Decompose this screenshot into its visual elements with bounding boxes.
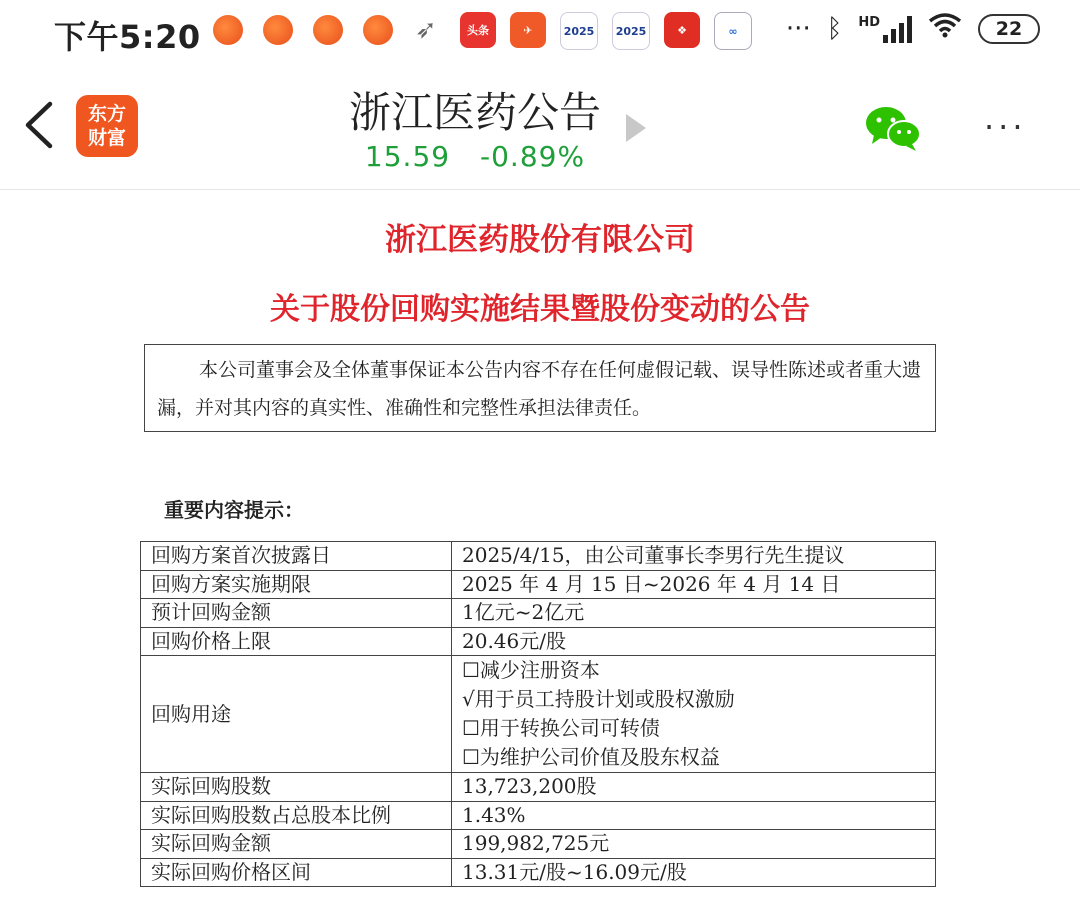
buyback-purpose-options — [452, 656, 936, 773]
bluetooth-icon: ᛒ — [826, 13, 843, 44]
ring-icon: ∞ — [714, 12, 752, 50]
chevron-left-icon — [22, 100, 56, 150]
weibo-icon — [260, 12, 296, 48]
system-status — [786, 12, 1040, 45]
page-title: 浙江医药公告 — [348, 88, 601, 137]
table-row — [141, 830, 936, 859]
wifi-icon — [928, 12, 962, 45]
highlight-heading: 重要内容提示： — [164, 498, 304, 522]
row-value: 1亿元~2亿元 — [452, 599, 936, 628]
pinduoduo-icon: ❖ — [664, 12, 700, 48]
weibo-icon — [360, 12, 396, 48]
table-row — [141, 599, 936, 628]
row-key: 预计回购金额 — [141, 599, 452, 628]
app-header — [0, 62, 1080, 190]
buyback-summary-table — [140, 541, 936, 887]
row-key: 实际回购价格区间 — [141, 858, 452, 887]
row-key: 回购方案首次披露日 — [141, 542, 452, 571]
row-key: 回购方案实施期限 — [141, 570, 452, 599]
row-key: 实际回购股数 — [141, 773, 452, 802]
purpose-option: √用于员工持股计划或股权激励 — [462, 687, 735, 711]
battery-level: 22 — [995, 17, 1023, 40]
expo-2025-icon: 2025 — [560, 12, 598, 50]
row-key: 回购价格上限 — [141, 627, 452, 656]
weibo-icon — [310, 12, 346, 48]
cell-signal-icon — [858, 15, 912, 43]
purpose-option: ☐用于转换公司可转债 — [462, 716, 660, 740]
row-value: 199,982,725元 — [452, 830, 936, 859]
row-value: 13.31元/股~16.09元/股 — [452, 858, 936, 887]
battery-icon — [978, 14, 1040, 44]
company-name: 浙江医药股份有限公司 — [385, 222, 695, 258]
table-row — [141, 858, 936, 887]
play-arrow-icon[interactable] — [626, 114, 646, 142]
notification-icons — [210, 12, 766, 50]
table-row — [141, 627, 936, 656]
row-key: 实际回购股数占总股本比例 — [141, 801, 452, 830]
eastmoney-logo: 东方 财富 — [76, 95, 138, 157]
expo-2025-icon: 2025 — [612, 12, 650, 50]
stock-price: 15.59 — [364, 140, 451, 173]
table-row — [141, 542, 936, 571]
paper-plane-icon: ✈ — [510, 12, 546, 48]
table-row — [141, 773, 936, 802]
purpose-option: ☐减少注册资本 — [462, 658, 600, 682]
purpose-option: ☐为维护公司价值及股东权益 — [462, 745, 720, 769]
table-row — [141, 801, 936, 830]
row-value: 2025 年 4 月 15 日~2026 年 4 月 14 日 — [452, 570, 936, 599]
stock-quote — [300, 140, 650, 173]
network-type-label: HD — [858, 14, 880, 30]
row-value: 1.43% — [452, 801, 936, 830]
more-notifications-icon: ··· — [785, 13, 811, 44]
row-value: 2025/4/15，由公司董事长李男行先生提议 — [452, 542, 936, 571]
board-disclaimer: 本公司董事会及全体董事保证本公告内容不存在任何虚假记载、误导性陈述或者重大遗漏，并对其内容的真实性、准确性和完整性承担法律责任。 — [144, 344, 936, 432]
row-value: 20.46元/股 — [452, 627, 936, 656]
wechat-share-icon[interactable] — [864, 104, 922, 152]
row-value: 13,723,200股 — [452, 773, 936, 802]
status-bar — [0, 0, 1080, 62]
stock-change: -0.89% — [480, 140, 586, 173]
more-options-button[interactable]: ··· — [984, 108, 1027, 146]
swallow-icon: ➶ — [415, 15, 437, 45]
back-button[interactable] — [22, 100, 56, 158]
status-time: 下午5:20 — [54, 18, 201, 56]
toutiao-icon: 头条 — [460, 12, 496, 48]
weibo-icon — [210, 12, 246, 48]
table-row — [141, 656, 936, 773]
row-key: 回购用途 — [141, 656, 452, 773]
announcement-subject: 关于股份回购实施结果暨股份变动的公告 — [270, 292, 810, 327]
row-key: 实际回购金额 — [141, 830, 452, 859]
table-row — [141, 570, 936, 599]
